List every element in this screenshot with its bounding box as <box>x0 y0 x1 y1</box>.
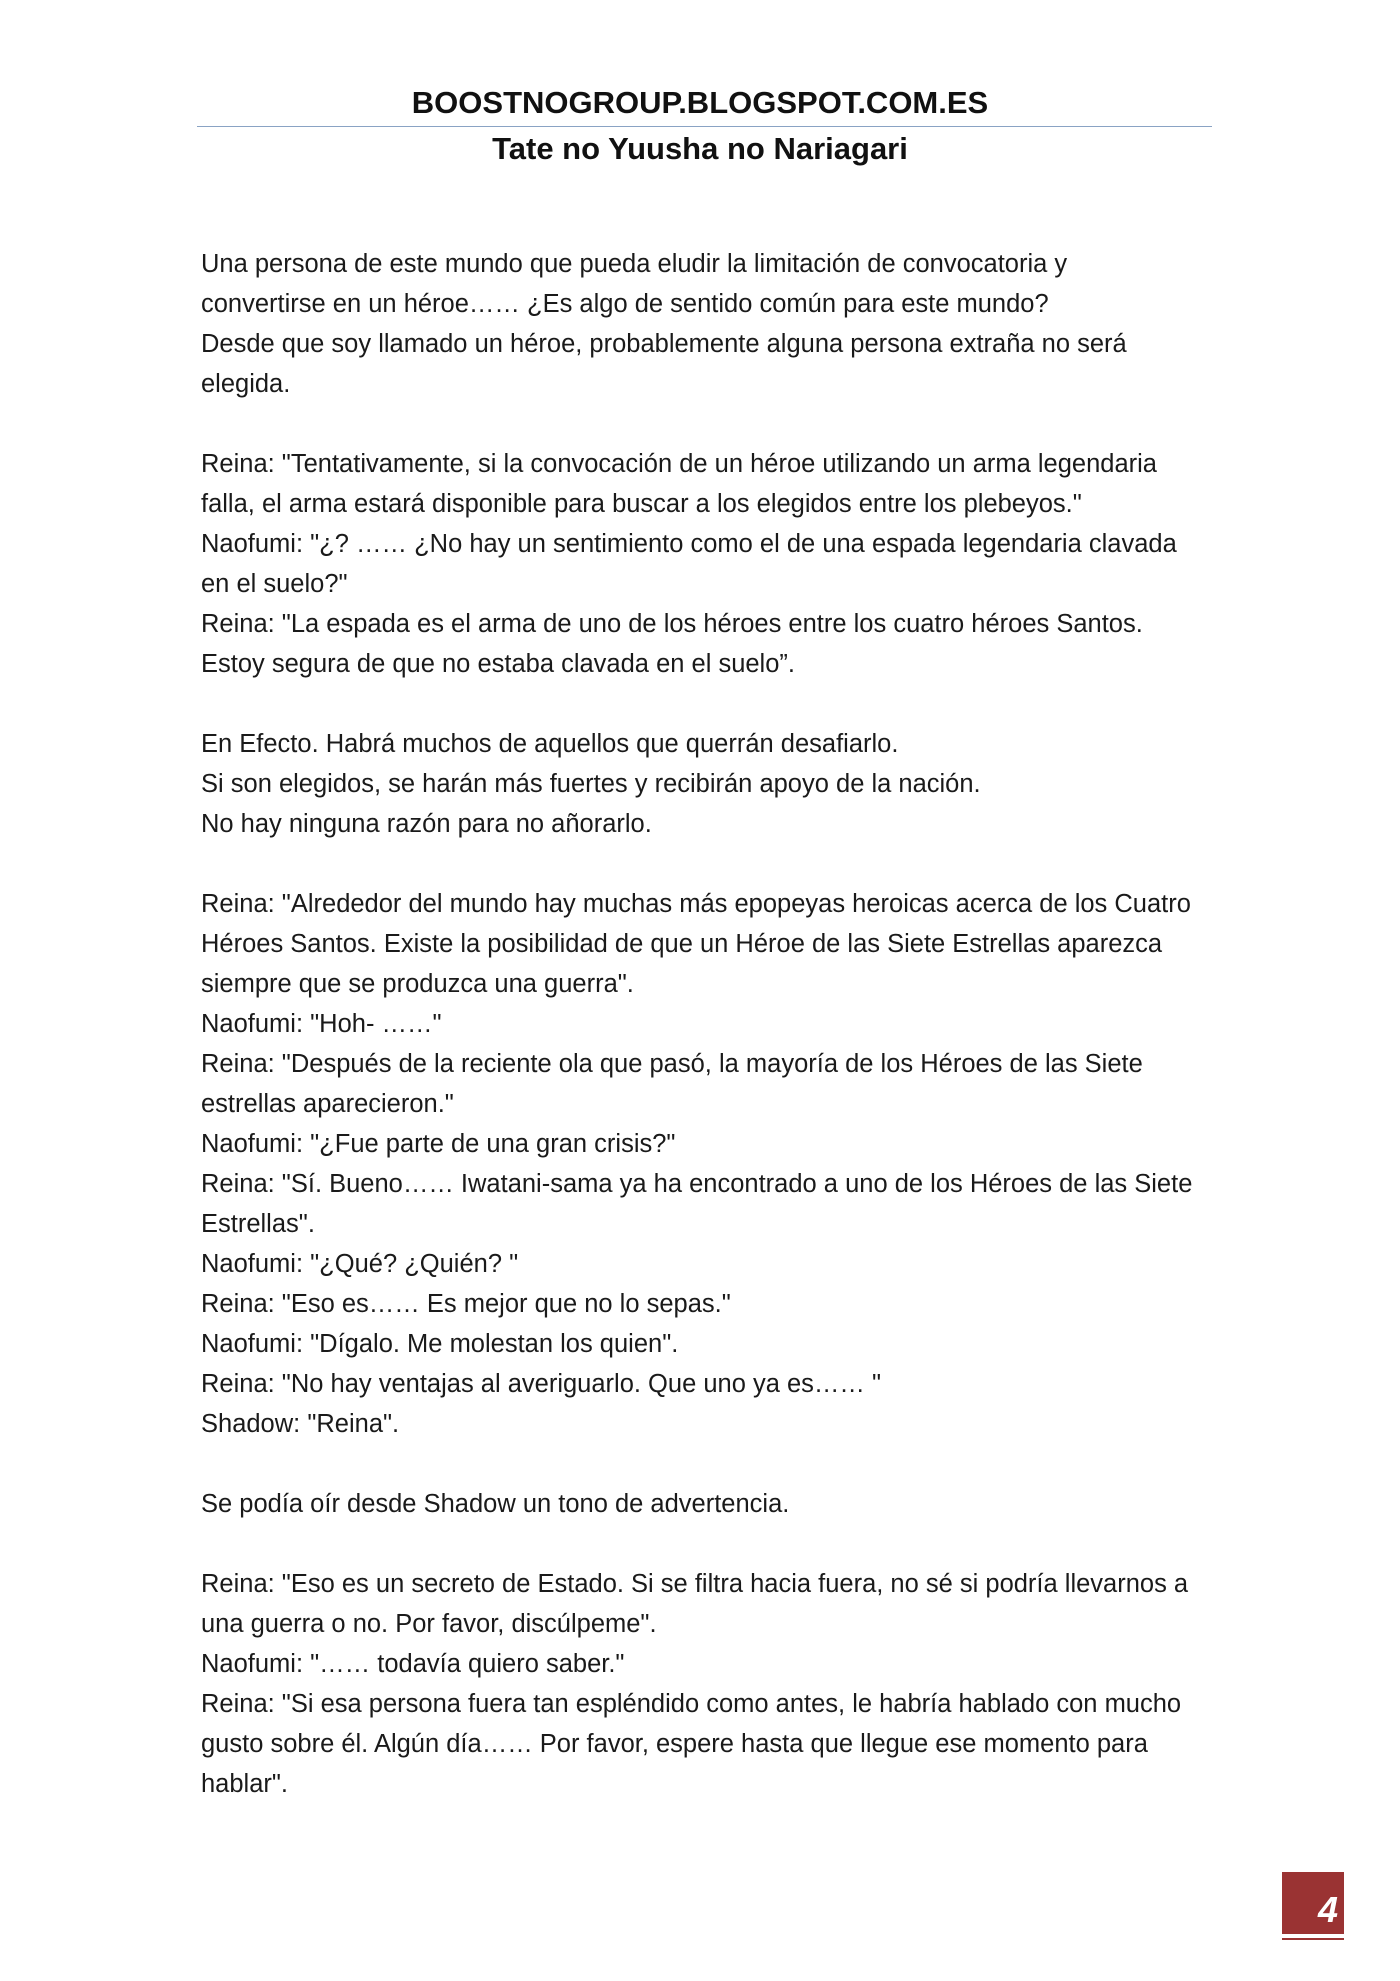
paragraph <box>201 444 1211 684</box>
text-line: Reina: "Tentativamente, si la convocación de un héroe utilizando un arma legendaria <box>201 450 1157 478</box>
page-number-underline <box>1282 1938 1344 1940</box>
paragraph <box>201 1564 1211 1804</box>
text-line: Naofumi: "¿? …… ¿No hay un sentimiento como el de una espada legendaria clavada <box>201 530 1177 558</box>
text-line: estrellas aparecieron." <box>201 1090 454 1118</box>
page-number-badge <box>1282 1872 1344 1934</box>
text-line: Naofumi: "Hoh- ……" <box>201 1010 442 1038</box>
paragraph <box>201 884 1211 1444</box>
text-line: Reina: "Eso es…… Es mejor que no lo sepas." <box>201 1290 731 1318</box>
paragraph <box>201 724 1211 844</box>
text-line: Shadow: "Reina". <box>201 1410 400 1438</box>
document-title: Tate no Yuusha no Nariagari <box>492 131 908 166</box>
text-line: elegida. <box>201 370 291 398</box>
header-divider <box>197 126 1212 127</box>
text-line: convertirse en un héroe…… ¿Es algo de sentido común para este mundo? <box>201 290 1049 318</box>
text-line: Reina: "Alrededor del mundo hay muchas más epopeyas heroicas acerca de los Cuatro <box>201 890 1191 918</box>
text-line: en el suelo?" <box>201 570 348 598</box>
text-line: Reina: "Eso es un secreto de Estado. Si se filtra hacia fuera, no sé si podría llevarnos a <box>201 1570 1189 1598</box>
text-line: Estrellas". <box>201 1210 315 1238</box>
text-line: una guerra o no. Por favor, discúlpeme". <box>201 1610 657 1638</box>
text-line: En Efecto. Habrá muchos de aquellos que querrán desafiarlo. <box>201 730 899 758</box>
paragraph <box>201 1484 1211 1524</box>
text-line: Héroes Santos. Existe la posibilidad de que un Héroe de las Siete Estrellas aparezca <box>201 930 1163 958</box>
text-line: gusto sobre él. Algún día…… Por favor, espere hasta que llegue ese momento para <box>201 1730 1148 1758</box>
text-line: Reina: "Si esa persona fuera tan espléndido como antes, le habría hablado con mucho <box>201 1690 1182 1718</box>
text-line: Reina: "Sí. Bueno…… Iwatani-sama ya ha encontrado a uno de los Héroes de las Siete <box>201 1170 1193 1198</box>
text-line: Si son elegidos, se harán más fuertes y recibirán apoyo de la nación. <box>201 770 981 798</box>
text-line: Se podía oír desde Shadow un tono de advertencia. <box>201 1490 790 1518</box>
text-line: Naofumi: "¿Qué? ¿Quién? " <box>201 1250 519 1278</box>
text-line: Una persona de este mundo que pueda eludir la limitación de convocatoria y <box>201 250 1068 278</box>
site-name: BOOSTNOGROUP.BLOGSPOT.COM.ES <box>411 85 989 120</box>
text-line: Naofumi: "…… todavía quiero saber." <box>201 1650 625 1678</box>
text-line: Naofumi: "Dígalo. Me molestan los quien". <box>201 1330 679 1358</box>
text-line: Desde que soy llamado un héroe, probablemente alguna persona extraña no será <box>201 330 1127 358</box>
text-line: Naofumi: "¿Fue parte de una gran crisis?" <box>201 1130 676 1158</box>
text-line: No hay ninguna razón para no añorarlo. <box>201 810 652 838</box>
text-line: hablar". <box>201 1770 289 1798</box>
text-line: Reina: "La espada es el arma de uno de los héroes entre los cuatro héroes Santos. <box>201 610 1143 638</box>
document-body <box>201 244 1211 1844</box>
text-line: Reina: "Después de la reciente ola que pasó, la mayoría de los Héroes de las Siete <box>201 1050 1143 1078</box>
text-line: siempre que se produzca una guerra". <box>201 970 634 998</box>
text-line: Reina: "No hay ventajas al averiguarlo. Que uno ya es…… " <box>201 1370 882 1398</box>
paragraph <box>201 244 1211 404</box>
text-line: falla, el arma estará disponible para buscar a los elegidos entre los plebeyos." <box>201 490 1082 518</box>
text-line: Estoy segura de que no estaba clavada en el suelo”. <box>201 650 795 678</box>
page-number: 4 <box>1317 1889 1338 1930</box>
